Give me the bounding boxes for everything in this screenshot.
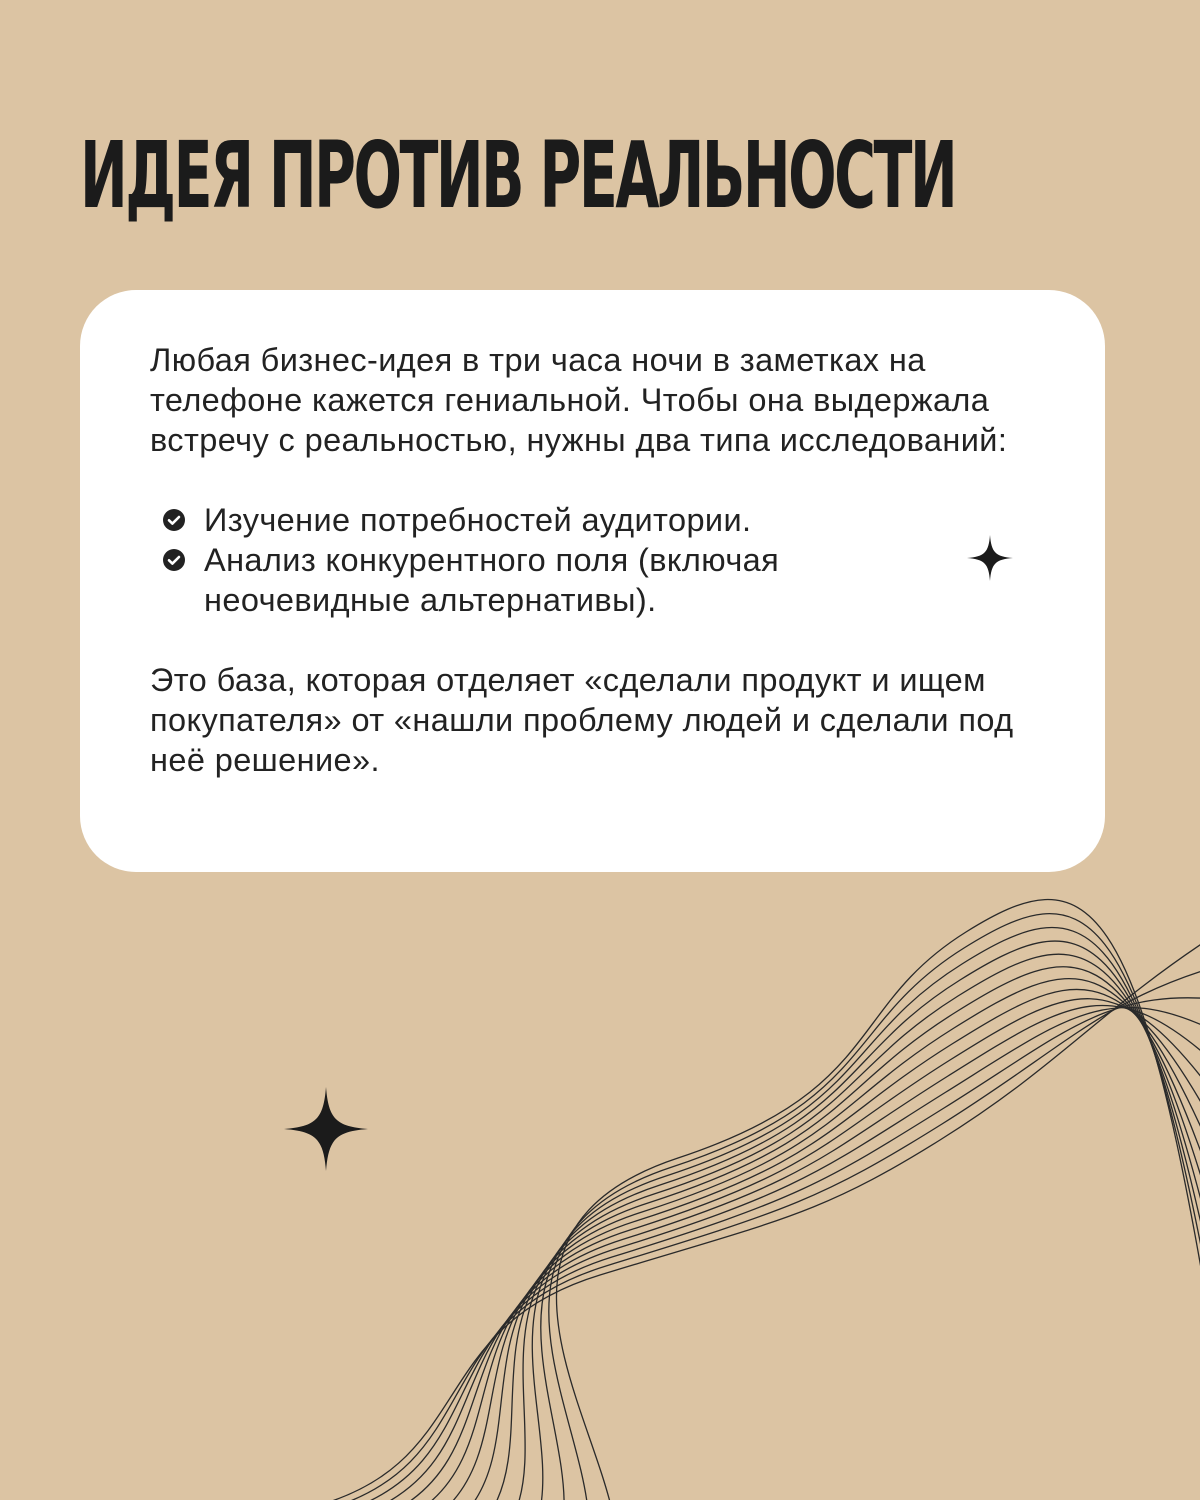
intro-paragraph: Любая бизнес-идея в три часа ночи в заметках на телефоне кажется гениальной. Чтобы она выдержала встречу с реальностью, нужны два типа исследований: [150,342,1008,458]
wave-line [549,914,1200,1500]
wave-line [348,998,1200,1500]
wave-line [372,1007,1200,1500]
wave-line [541,928,1200,1500]
wave-line [444,989,1200,1500]
bullet-text: Анализ конкурентного поля (включая неочевидные альтернативы). [204,542,780,618]
wave-line [300,935,1200,1500]
wave-line [396,1005,1200,1500]
outro-paragraph: Это база, которая отделяет «сделали продукт и ищем покупателя» от «нашли проблему людей и сделали под неё решение». [150,662,1014,778]
wave-line [468,979,1200,1500]
bullet-text: Изучение потребностей аудитории. [204,502,752,538]
page-title: ИДЕЯ ПРОТИВ РЕАЛЬНОСТИ [80,122,956,229]
wave-line [420,999,1200,1500]
wave-line [492,967,1200,1500]
wave-line [532,941,1200,1500]
wave-line [556,900,1200,1500]
